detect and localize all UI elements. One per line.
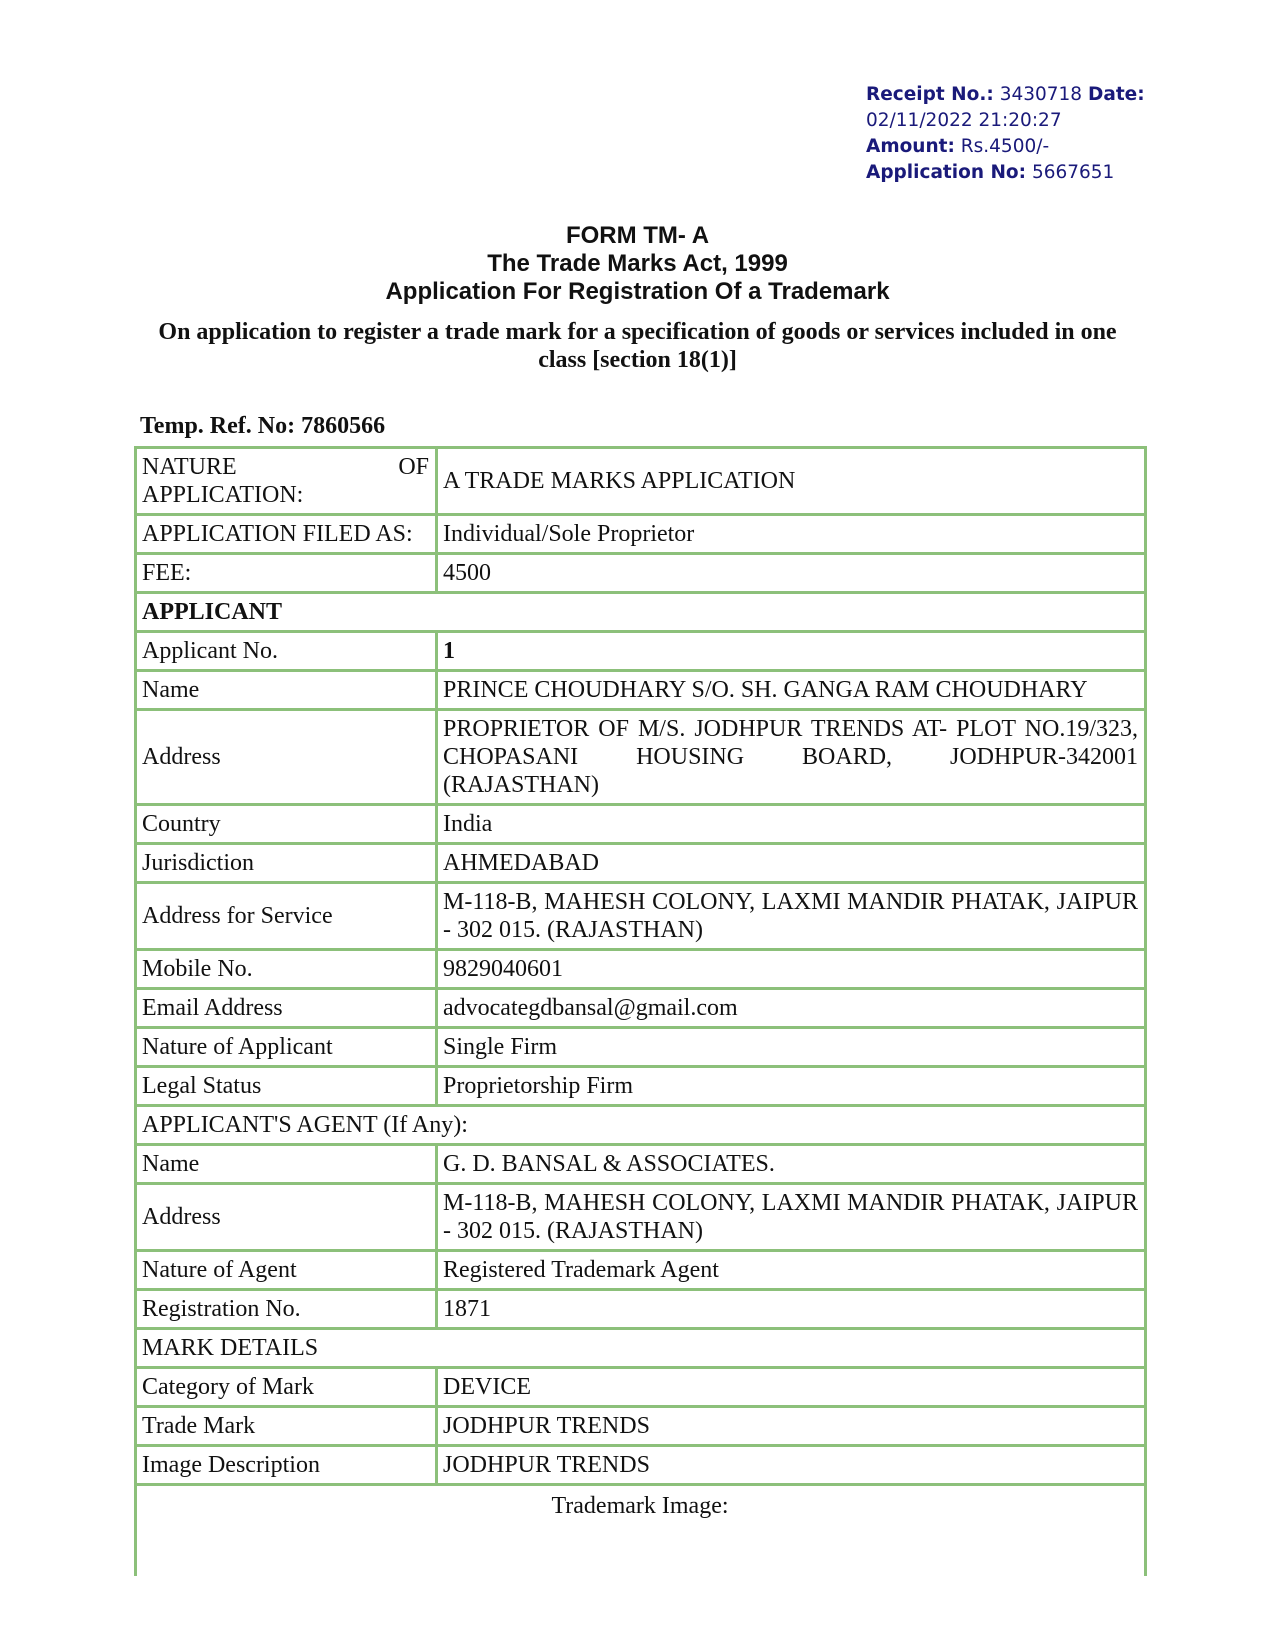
- table-row: [134, 1447, 1147, 1486]
- application-no: 5667651: [1031, 162, 1115, 183]
- nature-of-application-label: [134, 446, 438, 516]
- nature-of-application-value: A TRADE MARKS APPLICATION: [438, 446, 1147, 516]
- category-of-mark-value: DEVICE: [438, 1369, 1147, 1408]
- trade-mark-value: JODHPUR TRENDS: [438, 1408, 1147, 1447]
- temp-ref-no: Temp. Ref. No: 7860566: [140, 413, 386, 439]
- jurisdiction-value: AHMEDABAD: [438, 845, 1147, 884]
- applicant-no-value: 1: [438, 633, 1147, 672]
- country-value: India: [438, 806, 1147, 845]
- table-row: [134, 516, 1147, 555]
- service-address-label: Address for Service: [134, 884, 438, 951]
- applicant-name-label: Name: [134, 672, 438, 711]
- table-row: [134, 884, 1147, 951]
- receipt-line-1: [866, 82, 1166, 108]
- trademark-image-cell: [134, 1486, 1147, 1576]
- legal-status-value: Proprietorship Firm: [438, 1068, 1147, 1107]
- agent-name-value: G. D. BANSAL & ASSOCIATES.: [438, 1146, 1147, 1185]
- table-row: [134, 555, 1147, 594]
- of-label-word: OF: [398, 454, 429, 480]
- filed-as-value: Individual/Sole Proprietor: [438, 516, 1147, 555]
- nature-label-word: NATURE: [142, 454, 237, 480]
- registration-no-value: 1871: [438, 1291, 1147, 1330]
- receipt-line-2: [866, 108, 1166, 134]
- fee-value: 4500: [438, 555, 1147, 594]
- receipt-date: 02/11/2022 21:20:27: [866, 110, 1062, 131]
- receipt-block: [866, 82, 1166, 186]
- table-row: [134, 951, 1147, 990]
- service-address-value: M-118-B, MAHESH COLONY, LAXMI MANDIR PHATAK, JAIPUR - 302 015. (RAJASTHAN): [438, 884, 1147, 951]
- applicant-address-label: Address: [134, 711, 438, 806]
- jurisdiction-label: Jurisdiction: [134, 845, 438, 884]
- table-row: [134, 1107, 1147, 1146]
- fee-label: FEE:: [134, 555, 438, 594]
- application-label-word: APPLICATION:: [142, 482, 304, 508]
- email-value: advocategdbansal@gmail.com: [438, 990, 1147, 1029]
- mobile-label: Mobile No.: [134, 951, 438, 990]
- mobile-value: 9829040601: [438, 951, 1147, 990]
- table-row: [134, 990, 1147, 1029]
- mark-details-section-header: MARK DETAILS: [134, 1330, 1147, 1369]
- receipt-no-label: Receipt No.:: [866, 84, 994, 105]
- agent-address-label: Address: [134, 1185, 438, 1252]
- amount-label: Amount:: [866, 136, 955, 157]
- agent-section-header: APPLICANT'S AGENT (If Any):: [134, 1107, 1147, 1146]
- form-header: [135, 222, 1140, 306]
- image-description-label: Image Description: [134, 1447, 438, 1486]
- table-row: [134, 1146, 1147, 1185]
- applicant-no-label: Applicant No.: [134, 633, 438, 672]
- table-row: [134, 1185, 1147, 1252]
- application-table: [134, 446, 1147, 1576]
- nature-of-agent-label: Nature of Agent: [134, 1252, 438, 1291]
- table-row: [134, 1252, 1147, 1291]
- table-row: [134, 1486, 1147, 1576]
- table-row: [134, 672, 1147, 711]
- table-row: [134, 1291, 1147, 1330]
- receipt-line-3: [866, 134, 1166, 160]
- legal-status-label: Legal Status: [134, 1068, 438, 1107]
- category-of-mark-label: Category of Mark: [134, 1369, 438, 1408]
- nature-of-applicant-label: Nature of Applicant: [134, 1029, 438, 1068]
- applicant-address-value: PROPRIETOR OF M/S. JODHPUR TRENDS AT- PLOT NO.19/323, CHOPASANI HOUSING BOARD, JODHPUR-342001 (RAJASTHAN): [438, 711, 1147, 806]
- table-row: [134, 633, 1147, 672]
- table-row: [134, 1408, 1147, 1447]
- table-row: [134, 446, 1147, 516]
- receipt-line-4: [866, 160, 1166, 186]
- trade-mark-label: Trade Mark: [134, 1408, 438, 1447]
- email-label: Email Address: [134, 990, 438, 1029]
- table-row: [134, 1068, 1147, 1107]
- image-description-value: JODHPUR TRENDS: [438, 1447, 1147, 1486]
- form-description: On application to register a trade mark for a specification of goods or services included in one class [section 18(1)]: [158, 319, 1117, 373]
- table-row: [134, 711, 1147, 806]
- filed-as-label: APPLICATION FILED AS:: [134, 516, 438, 555]
- form-subtitle: Application For Registration Of a Trademark: [385, 278, 890, 305]
- amount-value: Rs.4500/-: [960, 136, 1050, 157]
- trademark-image-label: Trademark Image:: [551, 1493, 729, 1519]
- table-row: [134, 1330, 1147, 1369]
- registration-no-label: Registration No.: [134, 1291, 438, 1330]
- table-row: [134, 845, 1147, 884]
- table-row: [134, 1029, 1147, 1068]
- nature-of-applicant-value: Single Firm: [438, 1029, 1147, 1068]
- applicant-name-value: PRINCE CHOUDHARY S/O. SH. GANGA RAM CHOUDHARY: [438, 672, 1147, 711]
- table-row: [134, 594, 1147, 633]
- application-no-label: Application No:: [866, 162, 1027, 183]
- agent-address-value: M-118-B, MAHESH COLONY, LAXMI MANDIR PHATAK, JAIPUR - 302 015. (RAJASTHAN): [438, 1185, 1147, 1252]
- table-row: [134, 806, 1147, 845]
- agent-name-label: Name: [134, 1146, 438, 1185]
- receipt-no: 3430718: [999, 84, 1083, 105]
- table-row: [134, 1369, 1147, 1408]
- form-title: FORM TM- A: [565, 222, 710, 249]
- applicant-section-header: APPLICANT: [134, 594, 1147, 633]
- date-label: Date:: [1087, 84, 1145, 105]
- nature-of-agent-value: Registered Trademark Agent: [438, 1252, 1147, 1291]
- country-label: Country: [134, 806, 438, 845]
- act-title: The Trade Marks Act, 1999: [487, 250, 788, 277]
